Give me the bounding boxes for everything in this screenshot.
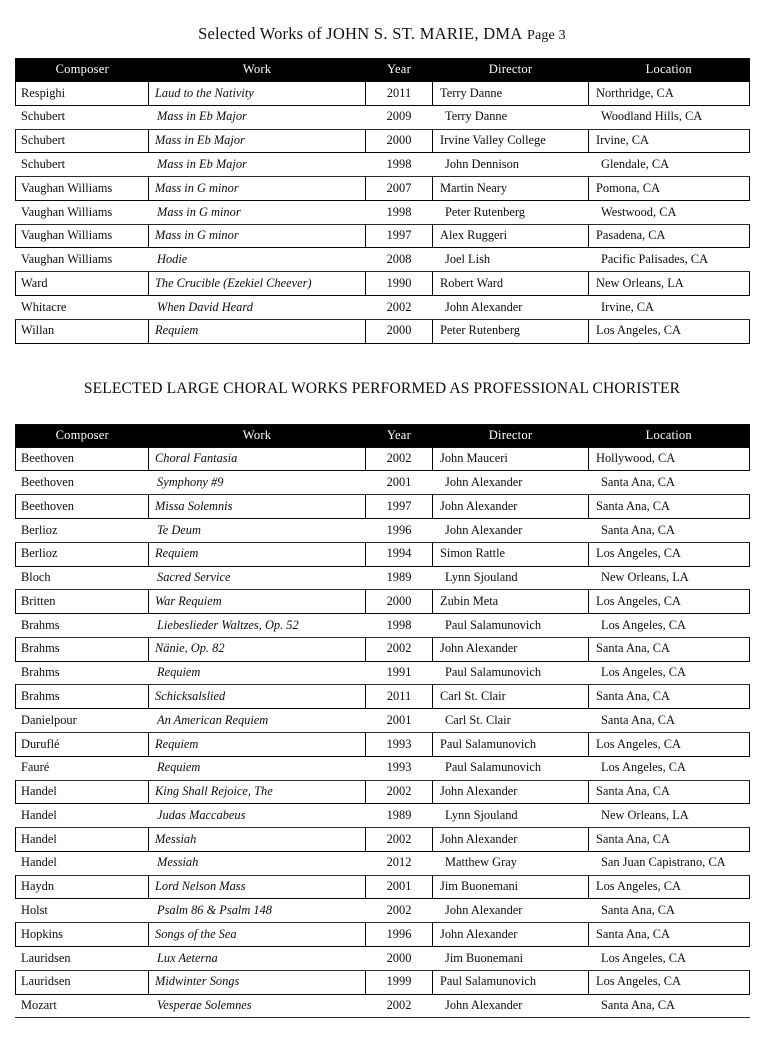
table-one-wrapper xyxy=(0,58,764,344)
cell-work: Mass in Eb Major xyxy=(149,129,366,153)
table-row xyxy=(16,923,750,947)
cell-composer: Brahms xyxy=(16,614,149,638)
cell-location: Pacific Palisades, CA xyxy=(589,248,750,272)
cell-director: John Alexander xyxy=(433,923,589,947)
table-row xyxy=(16,224,750,248)
cell-work: King Shall Rejoice, The xyxy=(149,780,366,804)
cell-composer: Berlioz xyxy=(16,542,149,566)
page-title xyxy=(0,0,764,44)
cell-work: Requiem xyxy=(149,756,366,780)
cell-location: Los Angeles, CA xyxy=(589,542,750,566)
table-header-row xyxy=(16,59,750,82)
cell-year: 1989 xyxy=(366,804,433,828)
cell-work: Liebeslieder Waltzes, Op. 52 xyxy=(149,614,366,638)
cell-composer: Handel xyxy=(16,780,149,804)
cell-composer: Danielpour xyxy=(16,709,149,733)
table-two-header xyxy=(16,424,750,447)
cell-composer: Brahms xyxy=(16,637,149,661)
table-row xyxy=(16,804,750,828)
cell-year: 2002 xyxy=(366,780,433,804)
cell-work: Messiah xyxy=(149,828,366,852)
cell-composer: Britten xyxy=(16,590,149,614)
cell-year: 1998 xyxy=(366,614,433,638)
cell-year: 1993 xyxy=(366,756,433,780)
cell-work: Vesperae Solemnes xyxy=(149,994,366,1018)
spacer-after-table-one xyxy=(0,344,764,380)
cell-year: 1990 xyxy=(366,272,433,296)
cell-work: Te Deum xyxy=(149,518,366,542)
cell-year: 1996 xyxy=(366,923,433,947)
cell-director: Alex Ruggeri xyxy=(433,224,589,248)
cell-director: Zubin Meta xyxy=(433,590,589,614)
cell-work: An American Requiem xyxy=(149,709,366,733)
cell-director: John Alexander xyxy=(433,780,589,804)
cell-director: Lynn Sjouland xyxy=(433,804,589,828)
cell-year: 2000 xyxy=(366,947,433,971)
table-row xyxy=(16,780,750,804)
table-row xyxy=(16,495,750,519)
cell-director: Paul Salamunovich xyxy=(433,614,589,638)
cell-location: Los Angeles, CA xyxy=(589,319,750,343)
cell-composer: Vaughan Williams xyxy=(16,177,149,201)
cell-work: Mass in G minor xyxy=(149,200,366,224)
cell-composer: Berlioz xyxy=(16,518,149,542)
cell-location: Westwood, CA xyxy=(589,200,750,224)
cell-work: Symphony #9 xyxy=(149,471,366,495)
cell-director: Paul Salamunovich xyxy=(433,970,589,994)
table-row xyxy=(16,177,750,201)
cell-year: 2002 xyxy=(366,296,433,320)
cell-location: Los Angeles, CA xyxy=(589,590,750,614)
cell-location: Santa Ana, CA xyxy=(589,685,750,709)
cell-location: Santa Ana, CA xyxy=(589,923,750,947)
cell-work: Lord Nelson Mass xyxy=(149,875,366,899)
cell-work: The Crucible (Ezekiel Cheever) xyxy=(149,272,366,296)
cell-year: 2012 xyxy=(366,851,433,875)
cell-year: 2000 xyxy=(366,319,433,343)
cell-composer: Vaughan Williams xyxy=(16,200,149,224)
cell-director: Peter Rutenberg xyxy=(433,200,589,224)
cell-year: 1991 xyxy=(366,661,433,685)
cell-composer: Handel xyxy=(16,828,149,852)
cell-year: 1993 xyxy=(366,732,433,756)
cell-work: Requiem xyxy=(149,319,366,343)
table-row xyxy=(16,248,750,272)
cell-composer: Schubert xyxy=(16,129,149,153)
cell-director: Matthew Gray xyxy=(433,851,589,875)
table-row xyxy=(16,590,750,614)
cell-year: 2000 xyxy=(366,590,433,614)
cell-composer: Whitacre xyxy=(16,296,149,320)
table-row xyxy=(16,272,750,296)
cell-year: 2001 xyxy=(366,875,433,899)
cell-year: 2001 xyxy=(366,709,433,733)
cell-composer: Mozart xyxy=(16,994,149,1018)
cell-location: Los Angeles, CA xyxy=(589,614,750,638)
cell-director: Paul Salamunovich xyxy=(433,661,589,685)
cell-location: Santa Ana, CA xyxy=(589,899,750,923)
cell-location: New Orleans, LA xyxy=(589,804,750,828)
cell-location: New Orleans, LA xyxy=(589,566,750,590)
cell-composer: Beethoven xyxy=(16,471,149,495)
cell-composer: Bloch xyxy=(16,566,149,590)
table-row xyxy=(16,875,750,899)
cell-location: Santa Ana, CA xyxy=(589,518,750,542)
cell-composer: Holst xyxy=(16,899,149,923)
cell-composer: Respighi xyxy=(16,82,149,106)
cell-composer: Haydn xyxy=(16,875,149,899)
table-row xyxy=(16,899,750,923)
table-two-body xyxy=(16,447,750,1018)
table-row xyxy=(16,105,750,129)
table-row xyxy=(16,200,750,224)
table-header-row xyxy=(16,424,750,447)
table-row xyxy=(16,970,750,994)
cell-director: Lynn Sjouland xyxy=(433,566,589,590)
cell-location: Santa Ana, CA xyxy=(589,828,750,852)
cell-director: John Alexander xyxy=(433,637,589,661)
cell-work: Psalm 86 & Psalm 148 xyxy=(149,899,366,923)
cell-director: John Alexander xyxy=(433,899,589,923)
choral-works-table xyxy=(15,424,750,1019)
cell-director: John Mauceri xyxy=(433,447,589,471)
cell-year: 1996 xyxy=(366,518,433,542)
table-row xyxy=(16,994,750,1018)
table-row xyxy=(16,566,750,590)
cell-composer: Handel xyxy=(16,804,149,828)
cell-director: Peter Rutenberg xyxy=(433,319,589,343)
page-number-label: Page 3 xyxy=(526,28,566,43)
cell-work: Hodie xyxy=(149,248,366,272)
table-row xyxy=(16,296,750,320)
cell-year: 1994 xyxy=(366,542,433,566)
cell-location: Los Angeles, CA xyxy=(589,947,750,971)
cell-composer: Fauré xyxy=(16,756,149,780)
cell-location: Santa Ana, CA xyxy=(589,780,750,804)
cell-location: Santa Ana, CA xyxy=(589,994,750,1018)
table-row xyxy=(16,756,750,780)
cell-location: Irvine, CA xyxy=(589,129,750,153)
cell-location: Los Angeles, CA xyxy=(589,661,750,685)
spacer-after-heading xyxy=(0,398,764,424)
cell-composer: Schubert xyxy=(16,105,149,129)
cell-work: Requiem xyxy=(149,661,366,685)
cell-year: 2001 xyxy=(366,471,433,495)
table-row xyxy=(16,447,750,471)
table-row xyxy=(16,153,750,177)
cell-year: 2007 xyxy=(366,177,433,201)
cell-composer: Brahms xyxy=(16,661,149,685)
table-one-body xyxy=(16,82,750,344)
cell-location: Los Angeles, CA xyxy=(589,875,750,899)
cell-director: Irvine Valley College xyxy=(433,129,589,153)
cell-year: 1997 xyxy=(366,224,433,248)
cell-work: War Requiem xyxy=(149,590,366,614)
table-two-wrapper xyxy=(0,424,764,1019)
cell-director: Joel Lish xyxy=(433,248,589,272)
cell-location: Pomona, CA xyxy=(589,177,750,201)
cell-year: 2002 xyxy=(366,447,433,471)
selected-works-table xyxy=(15,58,750,344)
cell-year: 1999 xyxy=(366,970,433,994)
table-row xyxy=(16,82,750,106)
page-title-prefix: Selected Works of xyxy=(198,24,327,43)
cell-location: Santa Ana, CA xyxy=(589,709,750,733)
cell-year: 2008 xyxy=(366,248,433,272)
cell-director: John Alexander xyxy=(433,471,589,495)
cell-work: Mass in G minor xyxy=(149,177,366,201)
table-row xyxy=(16,661,750,685)
table-row xyxy=(16,685,750,709)
column-header-composer: Composer xyxy=(16,59,149,82)
cell-location: Santa Ana, CA xyxy=(589,495,750,519)
table-row xyxy=(16,851,750,875)
table-row xyxy=(16,319,750,343)
cell-composer: Vaughan Williams xyxy=(16,224,149,248)
cell-composer: Schubert xyxy=(16,153,149,177)
cell-location: Los Angeles, CA xyxy=(589,970,750,994)
cell-director: Carl St. Clair xyxy=(433,685,589,709)
cell-composer: Brahms xyxy=(16,685,149,709)
table-row xyxy=(16,471,750,495)
cell-year: 1998 xyxy=(366,200,433,224)
cell-year: 1997 xyxy=(366,495,433,519)
cell-composer: Hopkins xyxy=(16,923,149,947)
column-header-work: Work xyxy=(149,424,366,447)
column-header-director: Director xyxy=(433,424,589,447)
cell-director: John Alexander xyxy=(433,296,589,320)
cell-work: Sacred Service xyxy=(149,566,366,590)
cell-director: John Alexander xyxy=(433,495,589,519)
cell-composer: Handel xyxy=(16,851,149,875)
table-row xyxy=(16,947,750,971)
cell-year: 2009 xyxy=(366,105,433,129)
cell-location: Northridge, CA xyxy=(589,82,750,106)
column-header-director: Director xyxy=(433,59,589,82)
table-one-header xyxy=(16,59,750,82)
cell-director: John Alexander xyxy=(433,828,589,852)
column-header-location: Location xyxy=(589,424,750,447)
cell-year: 2002 xyxy=(366,637,433,661)
cell-director: Paul Salamunovich xyxy=(433,732,589,756)
cell-location: Santa Ana, CA xyxy=(589,471,750,495)
cell-work: Schicksalslied xyxy=(149,685,366,709)
table-row xyxy=(16,732,750,756)
column-header-work: Work xyxy=(149,59,366,82)
table-row xyxy=(16,709,750,733)
column-header-year: Year xyxy=(366,424,433,447)
cell-year: 2002 xyxy=(366,828,433,852)
column-header-year: Year xyxy=(366,59,433,82)
cell-work: Laud to the Nativity xyxy=(149,82,366,106)
cell-year: 2011 xyxy=(366,82,433,106)
table-row xyxy=(16,828,750,852)
cell-director: Simon Rattle xyxy=(433,542,589,566)
cell-director: Terry Danne xyxy=(433,82,589,106)
cell-location: Los Angeles, CA xyxy=(589,756,750,780)
cell-year: 2002 xyxy=(366,899,433,923)
cell-composer: Ward xyxy=(16,272,149,296)
cell-director: John Alexander xyxy=(433,518,589,542)
cell-director: Martin Neary xyxy=(433,177,589,201)
table-row xyxy=(16,518,750,542)
cell-location: Hollywood, CA xyxy=(589,447,750,471)
cell-location: Woodland Hills, CA xyxy=(589,105,750,129)
cell-director: John Alexander xyxy=(433,994,589,1018)
cell-work: Messiah xyxy=(149,851,366,875)
cell-work: Missa Solemnis xyxy=(149,495,366,519)
cell-composer: Lauridsen xyxy=(16,947,149,971)
cell-work: Choral Fantasia xyxy=(149,447,366,471)
cell-work: Midwinter Songs xyxy=(149,970,366,994)
cell-composer: Duruflé xyxy=(16,732,149,756)
cell-work: Requiem xyxy=(149,542,366,566)
cell-work: Requiem xyxy=(149,732,366,756)
cell-year: 2011 xyxy=(366,685,433,709)
cell-year: 2002 xyxy=(366,994,433,1018)
cell-director: Terry Danne xyxy=(433,105,589,129)
table-row xyxy=(16,542,750,566)
cell-work: Lux Aeterna xyxy=(149,947,366,971)
page-title-name: JOHN S. ST. MARIE, DMA xyxy=(326,24,523,43)
section-heading-choral-works: SELECTED LARGE CHORAL WORKS PERFORMED AS PROFESSIONAL CHORISTER xyxy=(83,379,681,397)
column-header-location: Location xyxy=(589,59,750,82)
cell-composer: Beethoven xyxy=(16,495,149,519)
cell-year: 1998 xyxy=(366,153,433,177)
cell-director: Carl St. Clair xyxy=(433,709,589,733)
cell-composer: Vaughan Williams xyxy=(16,248,149,272)
cell-location: Glendale, CA xyxy=(589,153,750,177)
cell-work: Mass in Eb Major xyxy=(149,153,366,177)
cell-composer: Beethoven xyxy=(16,447,149,471)
cell-location: Irvine, CA xyxy=(589,296,750,320)
cell-work: Songs of the Sea xyxy=(149,923,366,947)
table-row xyxy=(16,614,750,638)
cell-location: San Juan Capistrano, CA xyxy=(589,851,750,875)
cell-work: Nänie, Op. 82 xyxy=(149,637,366,661)
cell-year: 1989 xyxy=(366,566,433,590)
cell-location: New Orleans, LA xyxy=(589,272,750,296)
cell-work: Mass in G minor xyxy=(149,224,366,248)
cell-year: 2000 xyxy=(366,129,433,153)
cell-location: Pasadena, CA xyxy=(589,224,750,248)
cell-work: Judas Maccabeus xyxy=(149,804,366,828)
cell-location: Santa Ana, CA xyxy=(589,637,750,661)
cell-director: Robert Ward xyxy=(433,272,589,296)
cell-work: When David Heard xyxy=(149,296,366,320)
cell-director: Jim Buonemani xyxy=(433,947,589,971)
cell-director: Paul Salamunovich xyxy=(433,756,589,780)
table-row xyxy=(16,637,750,661)
cell-composer: Willan xyxy=(16,319,149,343)
cell-director: Jim Buonemani xyxy=(433,875,589,899)
cell-director: John Dennison xyxy=(433,153,589,177)
column-header-composer: Composer xyxy=(16,424,149,447)
table-row xyxy=(16,129,750,153)
cell-location: Los Angeles, CA xyxy=(589,732,750,756)
cell-work: Mass in Eb Major xyxy=(149,105,366,129)
cell-composer: Lauridsen xyxy=(16,970,149,994)
